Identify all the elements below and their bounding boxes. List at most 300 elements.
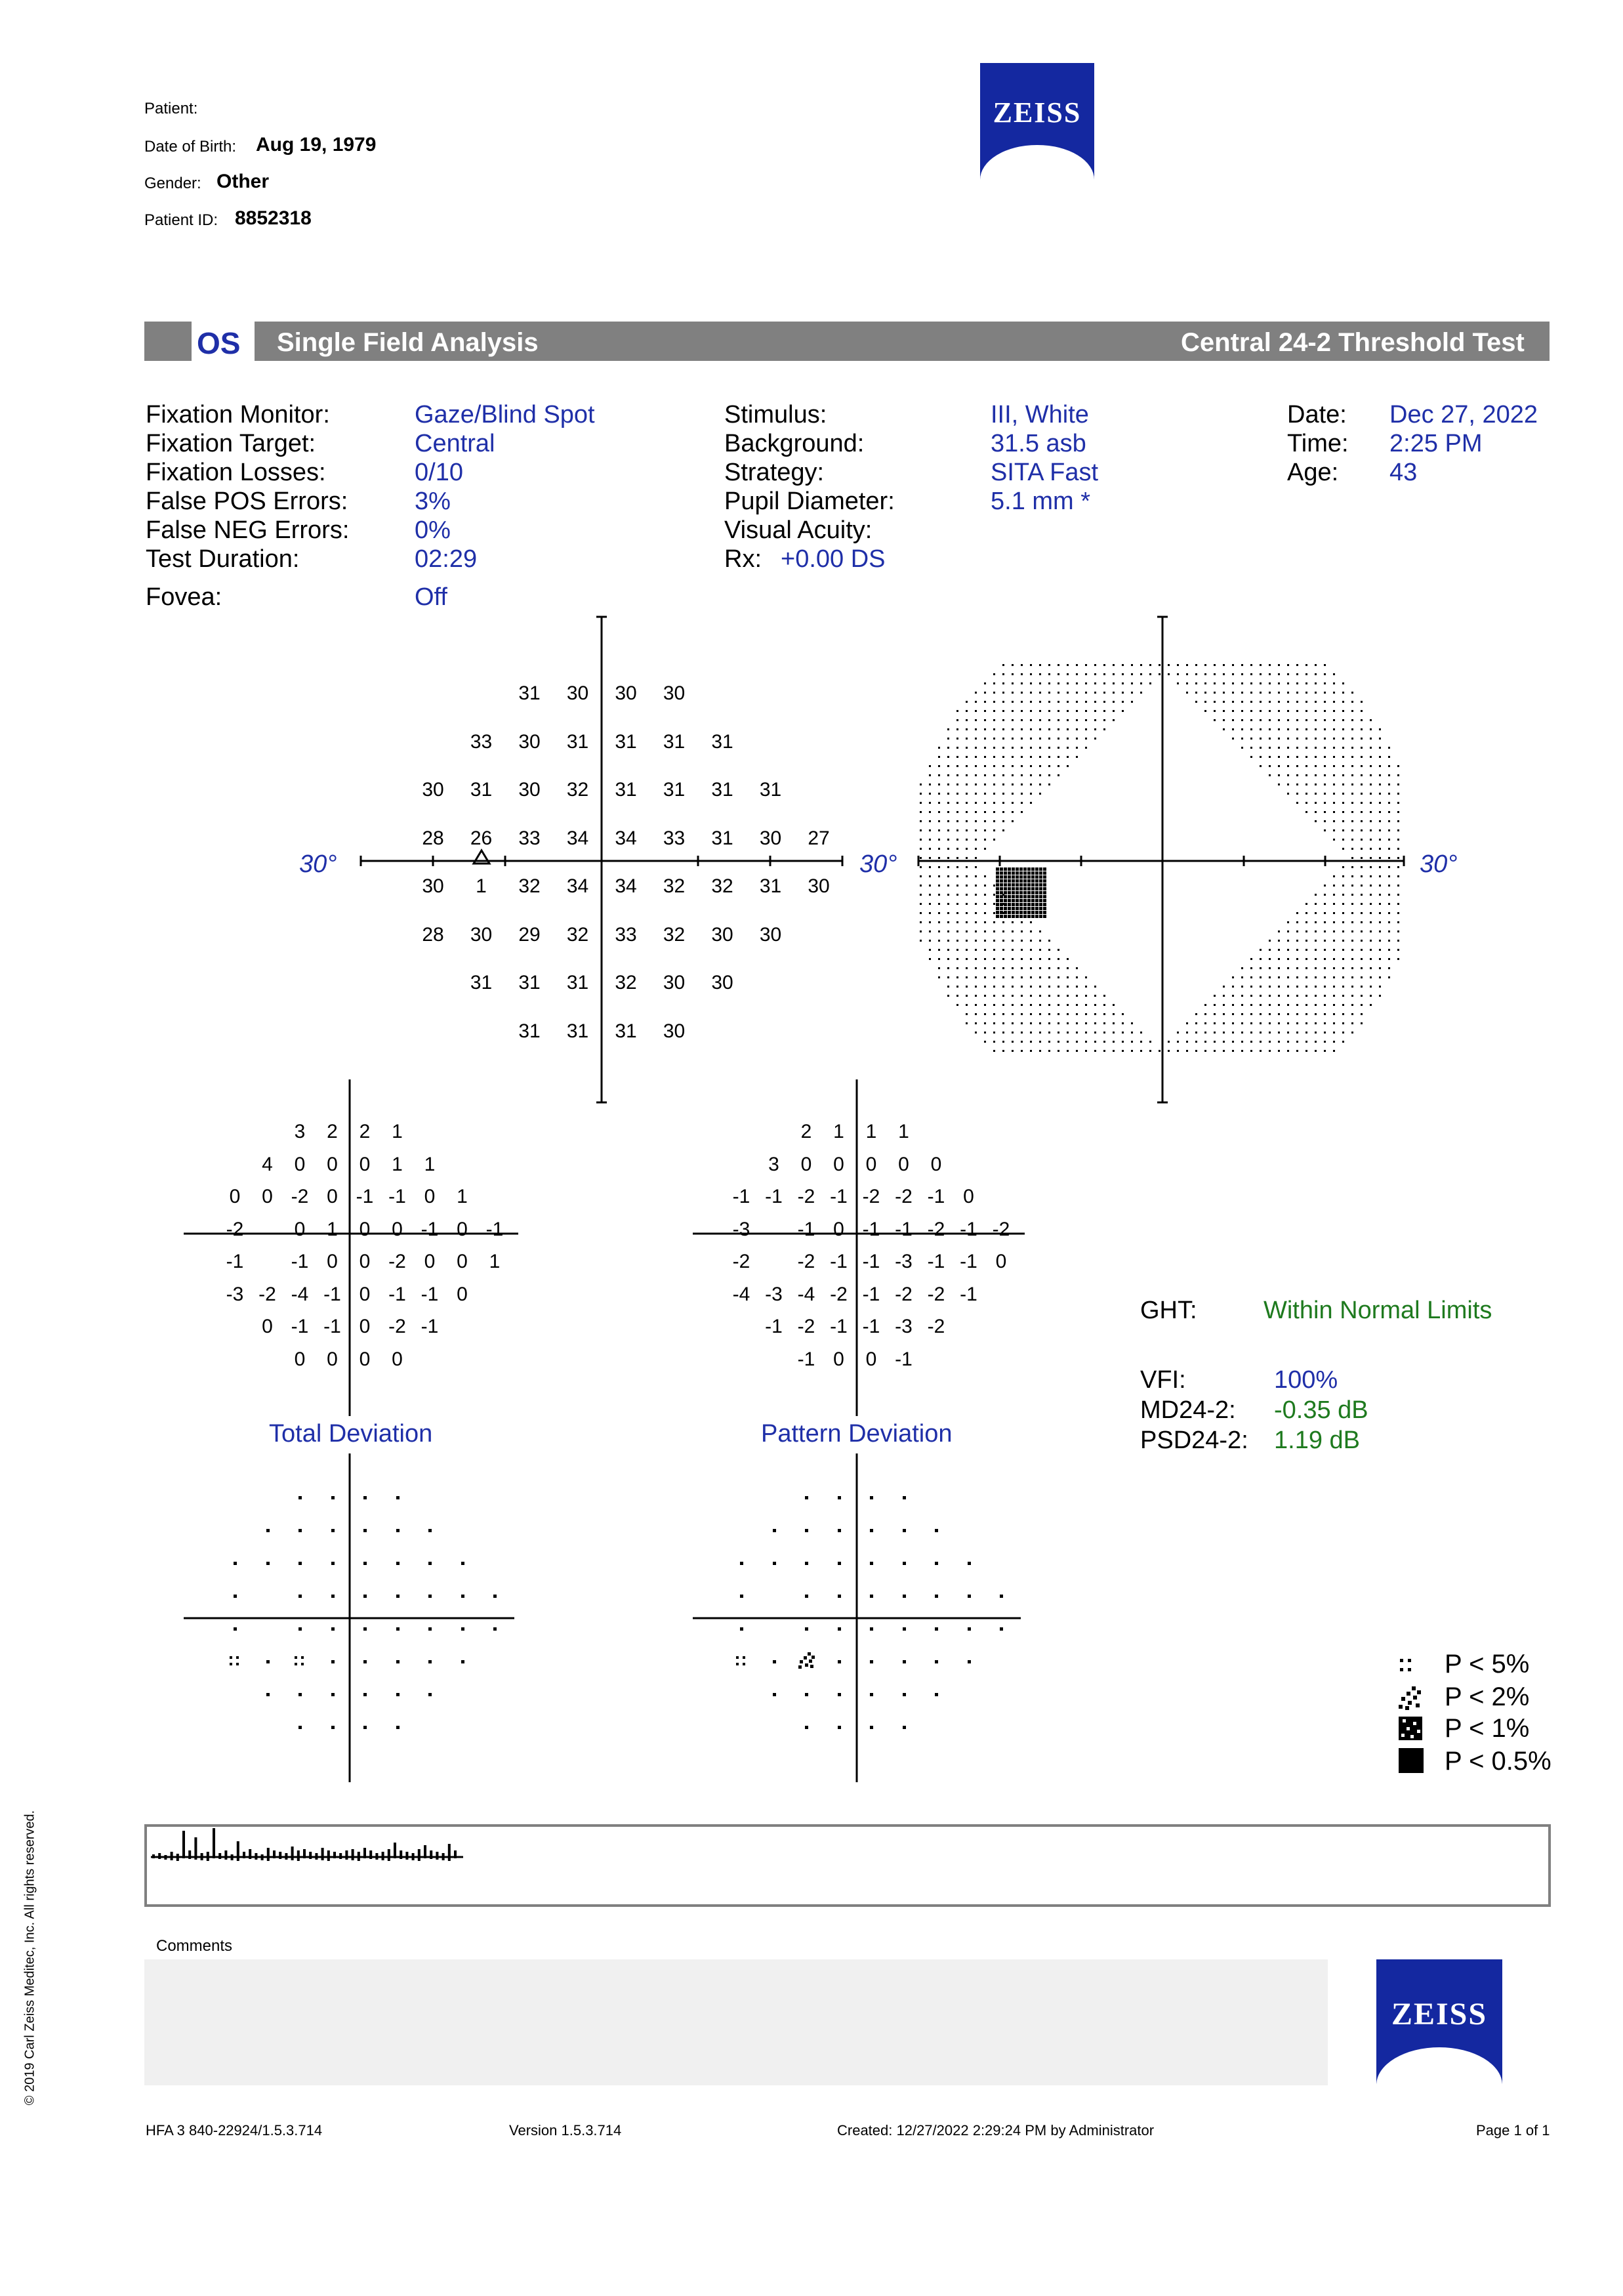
prob-dot	[805, 1595, 808, 1598]
prob-dot	[396, 1496, 400, 1499]
grid-value: 0	[359, 1218, 371, 1240]
legend-p2: P < 2%	[1445, 1682, 1530, 1711]
grid-value: 1	[392, 1153, 403, 1175]
grid-value: 0	[800, 1153, 812, 1175]
grid-value: 30	[663, 972, 686, 993]
grid-value: -4	[797, 1283, 815, 1305]
grid-value: 32	[663, 875, 686, 897]
grid-value: -3	[895, 1316, 913, 1337]
grid-value: 31	[615, 730, 637, 753]
prob-dot	[935, 1595, 938, 1598]
prob-dot	[903, 1529, 906, 1532]
grid-value: 32	[615, 972, 637, 993]
grid-value: -1	[732, 1186, 750, 1207]
prob-dot	[396, 1693, 400, 1696]
grid-value: -1	[895, 1348, 913, 1370]
grid-value: -3	[895, 1251, 913, 1272]
grid-value: -1	[421, 1218, 439, 1240]
grid-value: -1	[291, 1251, 309, 1272]
prob-dot	[838, 1660, 841, 1663]
prob-dot	[968, 1627, 971, 1631]
grid-value: -3	[732, 1218, 750, 1240]
prob-dot	[266, 1529, 270, 1532]
visual-acuity-label: Visual Acuity:	[724, 516, 873, 544]
grid-value: 30	[615, 682, 637, 704]
background-label: Background:	[724, 430, 865, 457]
prob-dot	[838, 1627, 841, 1631]
prob-dot	[396, 1529, 400, 1532]
grid-value: 31	[615, 1020, 637, 1042]
footer-created: Created: 12/27/2022 2:29:24 PM by Administrator	[837, 2122, 1155, 2139]
grid-value: -3	[765, 1283, 783, 1305]
grid-value: 0	[359, 1316, 371, 1337]
prob-dot	[935, 1529, 938, 1532]
grid-value: 0	[457, 1218, 468, 1240]
prob-dot	[805, 1496, 808, 1499]
grid-value: 29	[518, 923, 541, 946]
prob-dot	[740, 1595, 743, 1598]
prob-dot	[363, 1726, 367, 1729]
grid-value: -1	[323, 1316, 341, 1337]
grid-value: -1	[927, 1251, 945, 1272]
patient-label: Patient:	[144, 100, 198, 117]
comments-label: Comments	[156, 1937, 233, 1955]
fixation-monitor-value: Gaze/Blind Spot	[415, 401, 595, 428]
grid-value: -1	[830, 1316, 848, 1337]
threshold-axis-label: 30°	[299, 850, 337, 878]
grid-value: 30	[711, 923, 733, 946]
grid-value: 30	[663, 682, 686, 704]
prob-dot	[363, 1562, 367, 1565]
prob-dot	[1000, 1627, 1003, 1631]
copyright: © 2019 Carl Zeiss Meditec, Inc. All rights reserved.	[22, 1810, 37, 2106]
legend-p5: P < 5%	[1445, 1650, 1530, 1679]
grid-value: 31	[711, 827, 733, 849]
grid-value: -2	[927, 1316, 945, 1337]
test-duration-value: 02:29	[415, 545, 478, 573]
grid-value: 0	[833, 1348, 844, 1370]
prob-dot	[870, 1693, 873, 1696]
grid-value: 1	[424, 1153, 436, 1175]
grid-value: 31	[518, 682, 541, 704]
prob-dot	[903, 1693, 906, 1696]
strategy-value: SITA Fast	[991, 459, 1099, 486]
grid-value: 1	[457, 1186, 468, 1207]
prob-dot	[773, 1693, 776, 1696]
grid-value: 0	[898, 1153, 909, 1175]
prob-dot	[331, 1562, 335, 1565]
grid-value: -1	[797, 1218, 815, 1240]
grid-value: 30	[663, 1020, 686, 1042]
grid-value: 31	[518, 972, 541, 993]
prob-dot	[298, 1595, 302, 1598]
age-value: 43	[1389, 459, 1418, 486]
grid-value: -2	[797, 1186, 815, 1207]
grid-value: 31	[759, 875, 782, 897]
pupil-value: 5.1 mm *	[991, 488, 1091, 515]
psd-label: PSD24-2:	[1140, 1427, 1248, 1454]
prob-dot	[363, 1529, 367, 1532]
prob-dot	[838, 1726, 841, 1729]
footer-device: HFA 3 840-22924/1.5.3.714	[146, 2122, 323, 2139]
prob-dot	[870, 1562, 873, 1565]
grid-value: 30	[518, 779, 541, 801]
prob-dot	[331, 1660, 335, 1663]
grid-value: 32	[663, 923, 686, 946]
test-duration-label: Test Duration:	[146, 545, 300, 573]
grid-value: 0	[294, 1218, 306, 1240]
comments-area[interactable]	[144, 1959, 1328, 2085]
grid-value: 1	[476, 875, 487, 897]
prob-dot	[805, 1627, 808, 1631]
grid-value: 30	[518, 730, 541, 753]
prob-dot	[331, 1627, 335, 1631]
grid-value: -1	[862, 1251, 880, 1272]
test-name: Central 24-2 Threshold Test	[1181, 328, 1525, 357]
prob-dot	[396, 1627, 400, 1631]
report-title: Single Field Analysis	[277, 328, 539, 357]
grid-value: 2	[359, 1121, 371, 1142]
grid-value: 3	[768, 1153, 779, 1175]
prob-dot	[428, 1627, 432, 1631]
grid-value: -1	[960, 1251, 977, 1272]
grid-value: -1	[485, 1218, 504, 1240]
grid-value: -4	[291, 1283, 309, 1305]
prob-dot	[363, 1660, 367, 1663]
grid-value: 1	[327, 1218, 338, 1240]
prob-dot	[903, 1496, 906, 1499]
prob-dot	[461, 1660, 464, 1663]
prob-dot	[805, 1726, 808, 1729]
grid-value: 1	[865, 1121, 877, 1142]
grid-value: 1	[489, 1251, 501, 1272]
grid-value: 0	[424, 1251, 436, 1272]
grid-value: -1	[830, 1186, 848, 1207]
zeiss-logo-bottom: ZEISS	[1376, 1959, 1502, 2085]
grid-value: 0	[359, 1251, 371, 1272]
grid-value: 31	[615, 779, 637, 801]
fovea-value: Off	[415, 583, 447, 611]
grayscale-axis-label-left: 30°	[859, 850, 897, 878]
legend-p05: P < 0.5%	[1445, 1747, 1551, 1776]
grid-value: 33	[663, 827, 686, 849]
grid-value: 34	[615, 827, 637, 849]
prob-dot	[838, 1693, 841, 1696]
grid-value: -2	[797, 1316, 815, 1337]
grid-value: 30	[566, 682, 589, 704]
false-pos-label: False POS Errors:	[146, 488, 348, 515]
grid-value: 0	[294, 1153, 306, 1175]
prob-dot	[1000, 1595, 1003, 1598]
grid-value: 33	[470, 730, 493, 753]
grid-value: 31	[470, 779, 493, 801]
grid-value: 30	[759, 827, 782, 849]
grid-value: -1	[862, 1218, 880, 1240]
grid-value: 31	[711, 730, 733, 753]
prob-dot	[838, 1595, 841, 1598]
prob-dot	[805, 1693, 808, 1696]
grid-value: 27	[808, 827, 830, 849]
ght-label: GHT:	[1140, 1297, 1197, 1324]
md-label: MD24-2:	[1140, 1396, 1236, 1424]
background-value: 31.5 asb	[991, 430, 1086, 457]
legend-p1: P < 1%	[1445, 1714, 1530, 1743]
grid-value: -2	[927, 1283, 945, 1305]
grid-value: -1	[291, 1316, 309, 1337]
prob-dot	[903, 1660, 906, 1663]
grid-value: -1	[323, 1283, 341, 1305]
prob-dot	[298, 1562, 302, 1565]
grid-value: -1	[960, 1218, 977, 1240]
grid-value: 0	[262, 1186, 273, 1207]
grid-value: -1	[388, 1186, 406, 1207]
prob-dot	[266, 1660, 270, 1663]
grid-value: -2	[862, 1186, 880, 1207]
grid-value: -4	[732, 1283, 750, 1305]
grid-value: 34	[615, 875, 637, 897]
prob-dot	[870, 1529, 873, 1532]
grayscale-axis-label-right: 30°	[1420, 850, 1458, 878]
prob-dot	[234, 1562, 237, 1565]
grid-value: 0	[359, 1348, 371, 1370]
prob-dot	[331, 1595, 335, 1598]
grid-value: 30	[711, 972, 733, 993]
prob-dot	[363, 1496, 367, 1499]
grid-value: 0	[833, 1218, 844, 1240]
prob-dot	[428, 1693, 432, 1696]
prob-dot	[870, 1627, 873, 1631]
prob-dot	[396, 1562, 400, 1565]
prob-dot	[935, 1627, 938, 1631]
grid-value: 0	[327, 1251, 338, 1272]
prob-dot	[461, 1627, 464, 1631]
rx-value: +0.00 DS	[781, 545, 886, 573]
grid-value: -1	[765, 1316, 783, 1337]
grid-value: 32	[566, 779, 589, 801]
prob-dot	[363, 1595, 367, 1598]
age-label: Age:	[1287, 459, 1339, 486]
p2-icon	[797, 1651, 817, 1674]
prob-dot	[935, 1562, 938, 1565]
grid-value: 34	[566, 875, 589, 897]
grid-value: -1	[226, 1251, 244, 1272]
grid-value: 31	[470, 972, 493, 993]
prob-dot	[740, 1562, 743, 1565]
grid-value: -2	[830, 1283, 848, 1305]
grid-value: 1	[392, 1121, 403, 1142]
footer-page: Page 1 of 1	[1476, 2122, 1550, 2139]
grid-value: -3	[226, 1283, 244, 1305]
grid-value: -1	[960, 1283, 977, 1305]
grid-value: 32	[711, 875, 733, 897]
gaze-tracking-graph	[148, 1828, 476, 1900]
grid-value: 1	[833, 1121, 844, 1142]
stimulus-label: Stimulus:	[724, 401, 827, 428]
fixation-target-label: Fixation Target:	[146, 430, 316, 457]
p2-icon	[1397, 1685, 1424, 1711]
grid-value: 32	[518, 875, 541, 897]
prob-dot	[870, 1660, 873, 1663]
prob-dot	[234, 1627, 237, 1631]
grid-value: 0	[930, 1153, 942, 1175]
grid-value: 32	[566, 923, 589, 946]
prob-dot	[870, 1496, 873, 1499]
grid-value: 30	[470, 923, 493, 946]
false-neg-value: 0%	[415, 516, 451, 544]
prob-dot	[298, 1496, 302, 1499]
p5-icon	[735, 1655, 750, 1671]
fixation-monitor-label: Fixation Monitor:	[146, 401, 330, 428]
prob-dot	[805, 1562, 808, 1565]
pupil-label: Pupil Diameter:	[724, 488, 895, 515]
prob-dot	[266, 1562, 270, 1565]
prob-dot	[493, 1627, 497, 1631]
prob-dot	[461, 1595, 464, 1598]
grid-value: 0	[359, 1283, 371, 1305]
prob-dot	[740, 1627, 743, 1631]
grid-value: 30	[759, 923, 782, 946]
prob-dot	[903, 1595, 906, 1598]
grid-value: 0	[995, 1251, 1007, 1272]
grid-value: 0	[392, 1218, 403, 1240]
grid-value: 31	[518, 1020, 541, 1042]
prob-dot	[396, 1726, 400, 1729]
grid-value: 0	[294, 1348, 306, 1370]
vfi-value: 100%	[1274, 1366, 1338, 1394]
zeiss-logo-top: ZEISS	[980, 63, 1094, 180]
eye-label: OS	[197, 326, 241, 360]
grid-value: 0	[262, 1316, 273, 1337]
grid-value: 1	[898, 1121, 909, 1142]
prob-dot	[363, 1693, 367, 1696]
grid-value: 0	[424, 1186, 436, 1207]
p5-icon	[228, 1655, 244, 1671]
grid-value: -1	[388, 1283, 406, 1305]
vfi-label: VFI:	[1140, 1366, 1186, 1394]
prob-dot	[428, 1529, 432, 1532]
grid-value: 31	[566, 730, 589, 753]
grid-value: -1	[797, 1348, 815, 1370]
grid-value: -2	[388, 1251, 406, 1272]
grid-value: 0	[392, 1348, 403, 1370]
grid-value: -1	[927, 1186, 945, 1207]
false-pos-value: 3%	[415, 488, 451, 515]
prob-dot	[968, 1595, 971, 1598]
prob-dot	[428, 1660, 432, 1663]
grid-value: 30	[422, 875, 444, 897]
grid-value: 2	[800, 1121, 812, 1142]
prob-dot	[396, 1595, 400, 1598]
grid-value: -2	[797, 1251, 815, 1272]
prob-dot	[838, 1529, 841, 1532]
grid-value: -2	[226, 1218, 244, 1240]
p05-icon	[1399, 1748, 1424, 1773]
stimulus-value: III, White	[991, 401, 1089, 428]
ght-value: Within Normal Limits	[1263, 1297, 1492, 1324]
date-label: Date:	[1287, 401, 1347, 428]
grid-value: 0	[359, 1153, 371, 1175]
prob-dot	[331, 1496, 335, 1499]
grid-value: 31	[566, 972, 589, 993]
grid-value: 28	[422, 923, 444, 946]
fixation-target-value: Central	[415, 430, 495, 457]
grid-value: -2	[291, 1186, 309, 1207]
grid-value: 0	[865, 1348, 877, 1370]
prob-dot	[493, 1595, 497, 1598]
grid-value: 34	[566, 827, 589, 849]
grid-value: -1	[895, 1218, 913, 1240]
index-values	[1274, 1365, 1368, 1455]
grid-value: -2	[732, 1251, 750, 1272]
grid-value: 0	[229, 1186, 241, 1207]
footer-version: Version 1.5.3.714	[509, 2122, 622, 2139]
prob-dot	[838, 1562, 841, 1565]
strategy-label: Strategy:	[724, 459, 825, 486]
grid-value: -2	[895, 1186, 913, 1207]
grid-value: 0	[457, 1283, 468, 1305]
md-value: -0.35 dB	[1274, 1396, 1368, 1424]
grid-value: 0	[327, 1153, 338, 1175]
prob-dot	[331, 1693, 335, 1696]
prob-dot	[298, 1529, 302, 1532]
grid-value: 31	[663, 730, 686, 753]
grid-value: -2	[258, 1283, 276, 1305]
grid-value: 0	[963, 1186, 974, 1207]
patient-id-label: Patient ID:	[144, 211, 218, 229]
grid-value: -2	[927, 1218, 945, 1240]
prob-dot	[461, 1562, 464, 1565]
grid-value: 0	[833, 1153, 844, 1175]
grid-value: 30	[422, 779, 444, 801]
total-deviation-title: Total Deviation	[269, 1420, 433, 1448]
gender-label: Gender:	[144, 175, 201, 192]
prob-dot	[903, 1726, 906, 1729]
prob-dot	[935, 1693, 938, 1696]
time-label: Time:	[1287, 430, 1349, 457]
prob-dot	[298, 1726, 302, 1729]
fixation-losses-value: 0/10	[415, 459, 463, 486]
prob-dot	[805, 1529, 808, 1532]
rx-label: Rx:	[724, 545, 762, 573]
grid-value: 0	[865, 1153, 877, 1175]
grid-value: -1	[421, 1316, 439, 1337]
grid-value: -1	[421, 1283, 439, 1305]
fixation-losses-label: Fixation Losses:	[146, 459, 326, 486]
prob-dot	[396, 1660, 400, 1663]
pattern-deviation-title: Pattern Deviation	[761, 1420, 953, 1448]
gender-value: Other	[216, 171, 270, 192]
grid-value: 0	[327, 1186, 338, 1207]
false-neg-label: False NEG Errors:	[146, 516, 350, 544]
prob-dot	[870, 1595, 873, 1598]
grid-value: 26	[470, 827, 493, 849]
prob-dot	[298, 1627, 302, 1631]
time-value: 2:25 PM	[1389, 430, 1483, 457]
prob-dot	[363, 1627, 367, 1631]
prob-dot	[968, 1660, 971, 1663]
prob-dot	[331, 1726, 335, 1729]
fovea-label: Fovea:	[146, 583, 222, 611]
prob-dot	[266, 1693, 270, 1696]
prob-dot	[903, 1562, 906, 1565]
grid-value: -2	[388, 1316, 406, 1337]
grid-value: -1	[830, 1251, 848, 1272]
grid-value: 2	[327, 1121, 338, 1142]
p5-icon	[293, 1655, 309, 1671]
prob-dot	[870, 1726, 873, 1729]
prob-dot	[968, 1562, 971, 1565]
grid-value: 3	[294, 1121, 306, 1142]
